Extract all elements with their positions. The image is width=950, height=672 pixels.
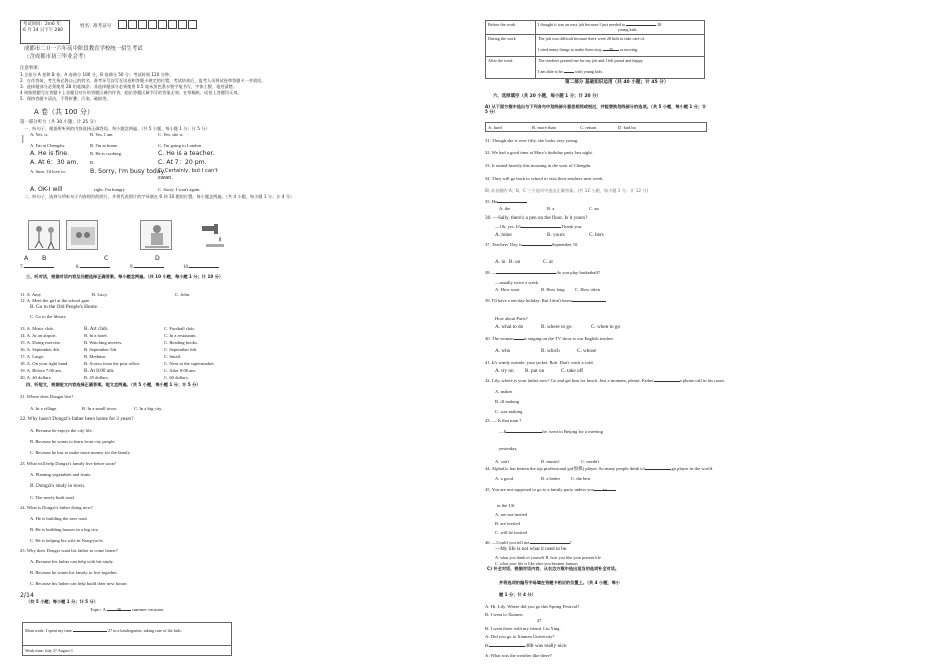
q40-opt-b: B. which	[541, 348, 560, 354]
q44-b: B. a better	[541, 476, 561, 481]
q20-c: C. 60 dollars.	[164, 375, 189, 380]
q41-b: B. put on	[525, 368, 545, 374]
q3-c: C. He is a teacher.	[158, 150, 215, 157]
q16-a: 16. A. September 4th.	[20, 347, 61, 352]
q42-b: B. ill making	[495, 399, 520, 404]
dialog-line: B: I went there with my friend. Liu Ying.	[485, 626, 561, 631]
q46: 46. —Could you tell me ?	[485, 540, 572, 545]
q20-a: 20. A. 40 dollars.	[20, 375, 52, 380]
notice-item: 5．保持答题卡清洁，不得折叠、污染、破损等。	[20, 96, 111, 101]
q38: 38. — do you play basketball?	[485, 270, 600, 275]
part2-a-desc: A) 从下面方框中选出与下列各句中划线部分意思相同或相近，并能替换划线部分的选项。（共 5 小题，每小题 1 分；计 5 分）	[485, 104, 707, 115]
q38-a: A. How soon	[495, 287, 520, 292]
q14-c: C. In a restaurant.	[164, 333, 197, 338]
q6-b: right. I'm hungry	[94, 187, 126, 192]
part1-c-desc: 三、听对话，根据对话内容及问题选择正确答案。每小题念两遍。（共 10 小题，每小题 1 分；计 10 分）	[26, 274, 224, 279]
name-label: 姓名：	[80, 24, 94, 29]
table-row: Before the work I thought it was an easy job because I just needed to 28 young kids.	[486, 21, 705, 35]
q44-a: A. a good	[495, 476, 513, 481]
q39-b: How about Paris?	[495, 316, 528, 321]
q4-c: C. At 7：20 pm.	[158, 159, 207, 166]
part1-d-desc: 四、听短文，根据短文内容选择正确答案。短文念两遍。（共 5 小题，每小题 1 分；计 5 分）	[26, 382, 201, 387]
q11-c: C. John.	[175, 292, 191, 297]
q34: 34. They will go back to school to visit their teachers next week.	[485, 176, 604, 181]
q19-c: C. After 8:00 am.	[164, 368, 197, 373]
notice-item: 3．选择题部分必须使用 2B 铅笔填涂；非选择题部分必须使用 0.5 毫米黑色墨水签字笔书写，字体工整、笔迹清楚。	[20, 84, 238, 89]
q43-a: A. can't	[495, 459, 510, 464]
notice-heading: 注意事项:	[20, 66, 40, 71]
q14-b: B. In a hotel.	[84, 333, 108, 338]
q1-a: A. Yes, it.	[30, 132, 49, 137]
q38-reply: —usually twice a week.	[495, 280, 540, 285]
q5-a: A. Sure, I'd love to.	[30, 169, 66, 174]
q44-c: C. the best	[571, 476, 591, 481]
q3-a: A. He is fine.	[30, 150, 69, 157]
q42-a: A. makes	[495, 389, 513, 394]
work-table	[485, 20, 705, 79]
q41: 41. It's windy outside, your jacket. Bob. Don't catch a cold.	[485, 360, 594, 365]
picture-a	[28, 220, 60, 250]
q6-a: A. OK-I will	[30, 186, 63, 193]
q35-b: B. a	[547, 206, 555, 211]
q36-b: B. yours	[547, 232, 565, 238]
right-page	[485, 8, 925, 664]
q25-a: A. Because his father can help with his study.	[30, 559, 114, 564]
table-row: During the work The job was difficult because there were 20 kids to take care of. I tried many things to make them stop 29 or moving.	[486, 35, 705, 57]
b-desc: B) 从各题的 A、B、C 三个选项中选出正确答案。(共 12 小题，每小题 1 分；计 12 分)	[485, 188, 649, 193]
q39-opt-b: B. where to go	[541, 324, 572, 330]
q36-c: C. hers	[589, 232, 604, 238]
q38-b: B. How long	[541, 287, 565, 292]
notice-item: 1.全卷分 A 卷和 B 卷。A 卷满分 100 分，B 卷满分 50 分；考试时间 120 分钟。	[20, 72, 174, 77]
q41-a: A. try on	[495, 368, 514, 374]
dialog-line: B: 48It was really nice.	[485, 643, 568, 649]
q17-c: C. Small.	[164, 354, 182, 359]
q20-b: B. 45 dollars.	[84, 375, 109, 380]
q24-a: A. He is building the new road.	[30, 516, 88, 521]
q25: 25. Why does Dongzi want his father to come home?	[20, 548, 118, 553]
q1-c: C. Yes, she is	[158, 132, 183, 137]
q45-us: in the US.	[497, 503, 516, 508]
cursor-mark: |	[22, 134, 24, 143]
summer-table	[22, 622, 232, 656]
q44: 44. AlphaGo has beaten the top professional go(围棋) player. So many people think it's go player in the world.	[485, 466, 714, 471]
q13-b: B. Art club.	[84, 326, 109, 332]
id-boxes	[118, 20, 198, 29]
c-desc-3: 题 1 分；计 4 分）	[499, 592, 536, 597]
notice-item: 4 请按照题号在答题卡上各题目对应的答题区域内作答，超出答题区域书写的答案无效；在草稿纸、试卷上答题均无效。	[20, 90, 242, 95]
id-label: 准考证号	[93, 24, 112, 29]
q38-c: C. How often	[575, 287, 600, 292]
left-page	[20, 8, 460, 664]
q13-a: 13. A. Music club.	[20, 326, 54, 331]
q17-a: 17. A. Large.	[20, 354, 45, 359]
table-row: Work time: July 2? August 1	[25, 648, 73, 653]
q14-a: 14. A. At an airport.	[20, 333, 57, 338]
q25-c: C. Because his father can help build their new house.	[30, 581, 128, 586]
picture-d	[198, 220, 230, 250]
pic-label-d: D	[155, 255, 160, 262]
q16-c: C. September 6th.	[164, 347, 198, 352]
q43-b: B. mustn't	[541, 459, 560, 464]
page-number: 2/14	[20, 592, 34, 599]
q15-c: C. Reading books.	[164, 340, 198, 345]
pic-label-b: B	[42, 255, 47, 262]
q4-b: B.	[90, 160, 95, 165]
q5-b: B. Sorry, I'm busy today.	[90, 168, 166, 175]
q12-c: C. Go to the library.	[30, 314, 67, 319]
c-desc: C) 补全对话，根据对话内容，从右边方框中选出适当的选项补全对话。	[487, 566, 620, 571]
q19-a: 19. A. Before 7:00 am.	[20, 368, 62, 373]
q17-b: B. Medium.	[84, 354, 107, 359]
q22-a: A. Because he enjoys the city life.	[30, 428, 93, 433]
q40: 40. The woman is singing on the TV show is our English teacher.	[485, 336, 614, 341]
table-row: Main work: I spent my time 27 in a kindergarten, taking care of the kids.	[25, 628, 182, 633]
q24-c: C. He is helping his wife in Nong-jia-le.	[30, 538, 104, 543]
q45-a: A. are not invited	[495, 512, 528, 517]
q35-c: C. an	[589, 206, 599, 211]
q11-a: 11. A. Amy	[20, 292, 42, 297]
exam-time: 考试时间：2m6 年	[23, 22, 61, 27]
q23: 23. What will help Dongzi's family live better soon?	[20, 461, 117, 466]
q22: 22. Why hasn't Dongzi's father been home for 3 years?	[20, 416, 134, 422]
q11-b: B. Lucy.	[92, 292, 108, 297]
q12-a: 12. A. Meet the girl at the school gate.	[20, 298, 91, 303]
q37: 37. Teachers' Day is September 10.	[485, 242, 579, 247]
options-box: A. hard B. more than C. return D. bad bo	[485, 122, 707, 132]
q40-a: A. who	[495, 348, 511, 354]
q37-b: B. on	[509, 259, 521, 265]
q37-c: C. at	[543, 259, 553, 265]
answer-10: 10.	[183, 264, 219, 271]
q46-a: A. what you think of yourself B. how you like your present life	[495, 555, 601, 560]
q41-c: C. take off	[561, 368, 583, 374]
picture-c	[140, 220, 172, 250]
q12-b: B. Go to the Old People's Home.	[30, 304, 99, 310]
q46-reply: —My life is not what it used to be.	[495, 546, 568, 552]
q43-yesterday: yesterday.	[499, 446, 518, 451]
dialog-blank-47: 47	[537, 618, 542, 623]
q21-c: C. In a big city.	[134, 406, 163, 411]
part2-title: 第二部分 基础知识运用（共 40 小题；计 45 分）	[565, 80, 669, 85]
q18-a: 18. A. On your right hand.	[20, 361, 69, 366]
q36: 36. —Sally, there's a pen on the floor. Is it yours?	[485, 215, 588, 221]
q13-c: C. Football club.	[164, 326, 195, 331]
q42: 42. Lily, where is your father now? Go and get him for lunch. Just a moment, please. Father a phone call in his room.	[485, 378, 726, 383]
q39-a: A. what to do	[495, 324, 524, 330]
q39-c: C. when to go	[591, 324, 621, 330]
q25-b: B. Because he wants his family to live together.	[30, 570, 118, 575]
q32: 32. We had a good time at Mary's birthday party last night.	[485, 150, 593, 155]
q39: 39. I'll have a ten-day holiday. But I don't know	[485, 298, 606, 304]
q45-b: B. are invited	[495, 521, 520, 526]
q22-b: B. Because he wants to learn from city people.	[30, 439, 116, 444]
dialog-line: B: I went to Xiamen.	[485, 612, 524, 617]
q46-c: C. what your life is like after you became famous	[495, 561, 578, 566]
notice-item: 2．在作答前，考生务必将自己的姓名、准考证号涂写在试卷和答题卡规定的位置。考试结束后，监考人员将试卷和答题卡一并收回。	[20, 78, 266, 83]
q6-c: C. Sorry. I won't again.	[158, 187, 201, 192]
q37-a: A. in	[495, 259, 506, 265]
q21: 21. Where does Dongzi live?	[20, 394, 74, 399]
dialog-line: A: What was the weather like there?	[485, 653, 552, 658]
answer-8: 8.	[76, 264, 110, 271]
q3-b: B. He is cooking.	[90, 151, 123, 156]
picture-b	[66, 220, 98, 250]
q45-c: C. will be invited	[495, 530, 527, 535]
q45: 45. You are not supposed to go to a family party unless you to	[485, 487, 616, 493]
exam-date: 6 月 14 日下午 280	[23, 28, 63, 34]
exam-subtitle: （含成都市初三毕业会考）	[24, 54, 89, 60]
table-row: After the work The teachers praised me for my job and I felt proud and happy. I am able to be with young kids.	[486, 57, 705, 79]
part1-b-desc: 二、听句子，选择与所听句子内容相符的图片，并将代表图片的字母填在 6 到 10 题的位置。每小题念两遍。（共 4 小题，每小题 1 分；计 4 分）	[24, 194, 295, 199]
q2-c: C. I'm going to London	[158, 143, 202, 148]
q24: 24. What is Dongzi's father doing now?	[20, 505, 93, 510]
q23-b: B. Dongzi's study in town.	[30, 483, 86, 489]
part2-a-title: 六、选择填空（共 20 小题，每小题 1 分；计 20 分）	[493, 94, 601, 99]
q5-c: C. Certainly, but I can't swan.	[158, 168, 218, 181]
q23-a: A. Planting vegetables and fruits.	[30, 472, 92, 477]
q43-c: C. needn't	[581, 459, 600, 464]
q2-b: B. I'm at home.	[90, 143, 119, 148]
q19-b: B. At 8:00 am.	[84, 368, 115, 374]
q15-a: 15. A. Doing exercise.	[20, 340, 62, 345]
dialog-line: A: Hi, Lily. Where did you go this Spring Festival?	[485, 604, 580, 609]
part1-e-desc: （共 5 小题；每小题 1 分；计 5 分）	[26, 599, 98, 604]
q4-a: A. At 6：30 am.	[30, 159, 79, 166]
q16-b: B. September 5th.	[84, 347, 118, 352]
q36-line: —Oh, yes. It's Thank you.	[495, 224, 583, 229]
a-volume-title: A 卷（共 100 分）	[34, 108, 94, 116]
q36-a: A. mine	[495, 232, 512, 238]
q21-a: A. In a village.	[30, 406, 58, 411]
q43-line: —It be. went to Beijing for a meeting	[499, 429, 604, 434]
q21-b: B. In a small town.	[82, 406, 117, 411]
dialog-line: A: Did you go to Xiamen University?	[485, 634, 555, 639]
answer-7: 7.	[20, 264, 54, 271]
exam-title: 成都市二０一六年高中阶段教育学校统一招生考试	[24, 46, 143, 52]
q43: 43. — Is that man ?	[485, 418, 522, 423]
part1-a-desc: 一、听句子，根据所听到的内容选择正确答语。每小题念两遍。（共 5 小题，每小题 1 分；计 5 分）	[24, 126, 210, 131]
exam-time-box	[20, 20, 70, 44]
answer-9: 9.	[130, 264, 164, 271]
q18-c: C. Next to the supermarket.	[164, 361, 215, 366]
topic-line: Topic: A 26 summer vacation	[90, 607, 164, 612]
q23-c: C. The newly built road.	[30, 495, 75, 500]
q24-b: B. He is building houses in a big city.	[30, 527, 99, 532]
q40-c: C. whose	[577, 348, 597, 354]
q2-a: A. I'm at Chengdu.	[30, 143, 65, 148]
q15-b: B. Watching movies.	[84, 340, 123, 345]
q33: 33. It rained heavily this morning in the west of Chengdu.	[485, 163, 592, 168]
q22-c: C. Because he has to make more money for the family.	[30, 450, 131, 455]
q42-c: C. was making	[495, 409, 523, 414]
q35-a: A. the	[499, 206, 511, 211]
pic-label-c: C	[104, 255, 109, 262]
q1-b: B. Yes, I am	[90, 132, 113, 137]
part1-title: 第一部分听力（共 30 小题；计 25 分）	[20, 120, 99, 125]
q35: 35. He	[485, 199, 527, 205]
pic-label-a: A	[24, 255, 29, 262]
q18-b: B. Across from the post office.	[84, 361, 141, 366]
c-desc-2: 并将选项的编号字母填在答题卡相应的位置上。（共 4 小题，每小	[499, 580, 620, 585]
q31: 31. Though she is over fifty, she looks very young.	[485, 138, 579, 143]
